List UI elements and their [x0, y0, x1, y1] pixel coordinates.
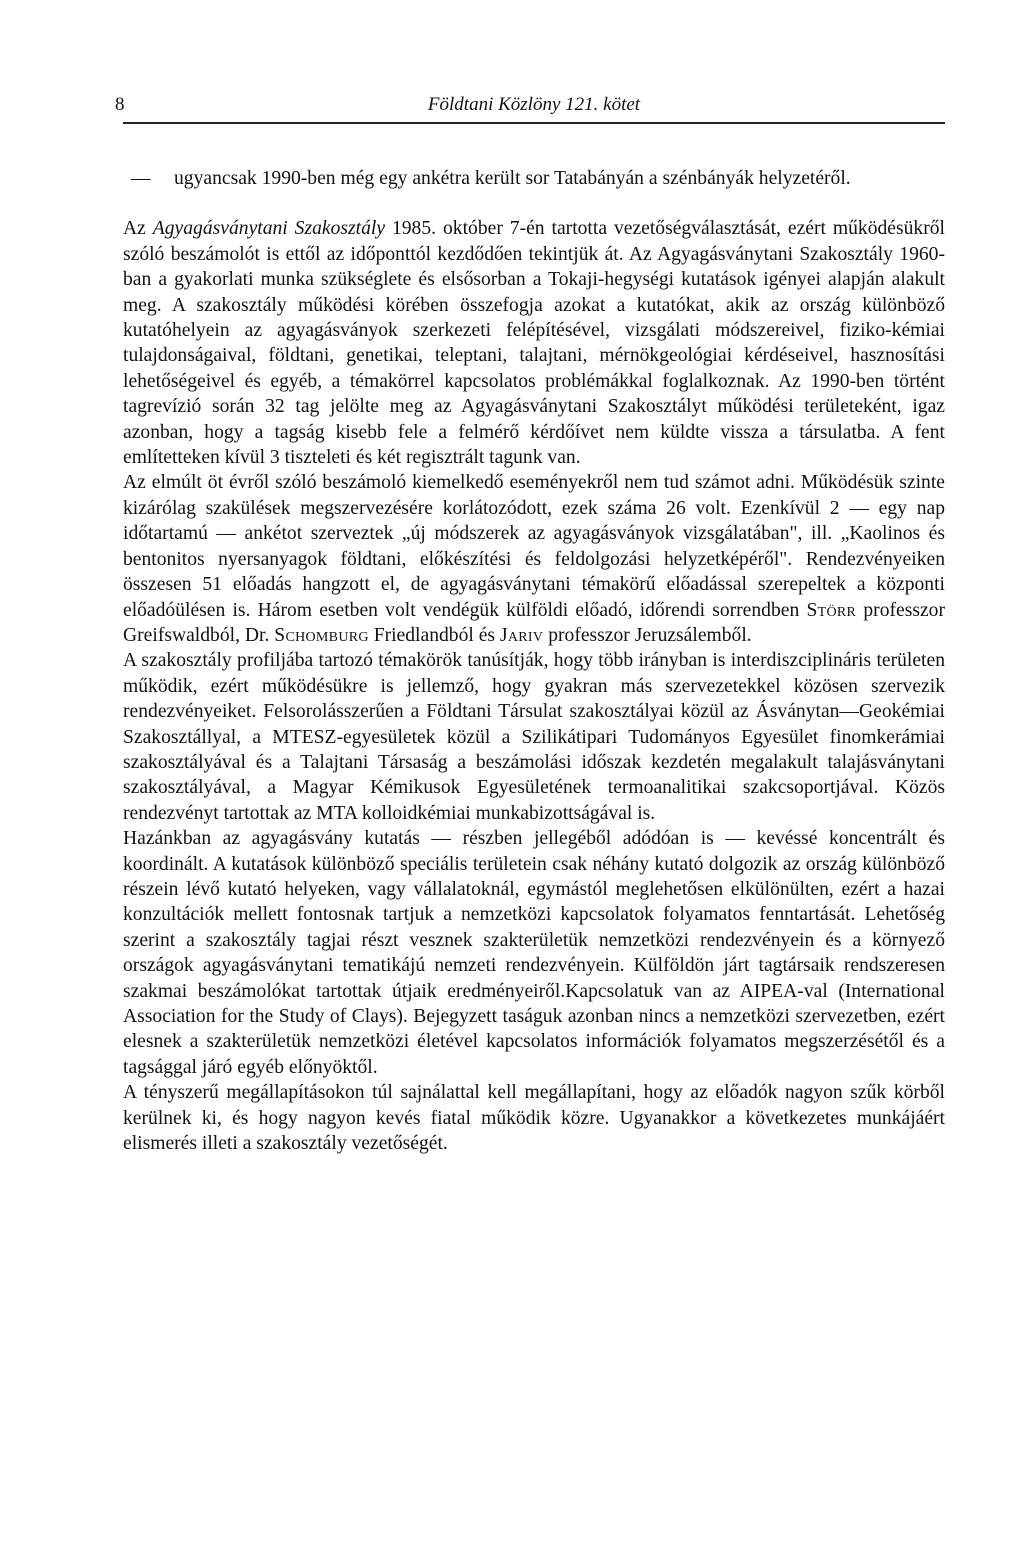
- person-name: Jariv: [499, 624, 544, 646]
- paragraph-1-prefix: Az: [123, 218, 153, 240]
- person-name: Störr: [806, 599, 857, 621]
- running-title: Földtani Közlöny 121. kötet: [427, 94, 641, 115]
- paragraph-2: [123, 470, 945, 648]
- paragraph-2-part-c: Friedlandból és: [368, 624, 500, 646]
- page-header: [115, 86, 945, 124]
- bullet-dash: —: [131, 168, 151, 189]
- paragraph-5: A tényszerű megállapításokon túl sajnálattal kell megállapítani, hogy az előadók nagyon szűk körből kerülnek ki, és hogy nagyon kevés fiatal működik közre. Ugyanakkor a következetes munkájáért elismerés illeti a szakosztály vezetőségét.: [123, 1082, 945, 1155]
- paragraph-2-part-a: Az elmúlt öt évről szóló beszámoló kiemelkedő eseményekről nem tud számot adni. Működésük szinte kizárólag szakülések megszervezésére korlátozódott, ezek száma 26 volt. Ezenkívül 2 — egy nap időtartamú — ankétot szerveztek „új módszerek az agyagásványok vizsgálatában", ill. „Kaolinos és bentonitos nyersanyagok földtani, előkészítési és feldolgozási helyzetképéről". Rendezvényeiken összesen 51 előadás hangzott el, de agyagásványtani témakörű előadással szerepeltek a központi előadóülésen is. Három esetben volt vendégük külföldi előadó, időrendi sorrendben: [123, 472, 945, 621]
- body-text: [123, 166, 945, 1156]
- page-number: 8: [115, 94, 125, 115]
- paragraph-1: [123, 216, 945, 470]
- paragraph-3: A szakosztály profiljába tartozó témakörök tanúsítják, hogy több irányban is interdiszciplináris területen működik, ezért működésükre is jellemző, hogy gyakran más szervezetekkel közösen szervezik rendezvényeiket. Felsorolásszerűen a Földtani Társulat szakosztályai közül az Ásványtan—Geokémiai Szakosztállyal, a MTESZ-egyesületek közül a Szilikátipari Tudományos Egyesület finomkerámiai szakosztályával és a Talajtani Társaság a beszámolási időszak kezdetén megalakult talajásványtani szakosztályával, a Magyar Kémikusok Egyesületének termoanalitikai szakcsoportjával. Közös rendezvényt tartottak az MTA kolloidkémiai munkabizottságával is.: [123, 650, 945, 824]
- bullet-item: [121, 166, 945, 191]
- bullet-text: ugyancsak 1990-ben még egy ankétra került sor Tatabányán a szénbányák helyzetéről.: [174, 168, 851, 189]
- paragraph-2-part-d: professzor Jeruzsálemből.: [543, 624, 752, 646]
- paragraph-1-rest: 1985. október 7-én tartotta vezetőségválasztását, ezért működésükről szóló beszámolót is ettől az időponttól kezdődően tekintjük át. Az Agyagásványtani Szakosztály 1960-ban a gyakorlati munka szükséglete és elsősorban a Tokaji-hegységi kutatások igényei alapján alakult meg. A szakosztály működési körében összefogja azokat a kutatókat, akik az ország különböző kutatóhelyein az agyagásványok szerkezeti felépítésével, vizsgálati módszereivel, fiziko-kémiai tulajdonságaival, földtani, genetikai, teleptani, talajtani, mérnökgeológiai kérdéseivel, hasznosítási lehetőségeivel és egyéb, a témakörrel kapcsolatos problémákkal foglalkoznak. Az 1990-ben történt tagrevízió során 32 tag jelölte meg az Agyagásványtani Szakosztályt működési területeként, igaz azonban, hogy a tagság kisebb fele a felmérő kérdőívet nem küldte vissza a társulatba. A fent említetteken kívül 3 tiszteleti és két regisztrált tagunk van.: [123, 218, 945, 469]
- paragraph-2-part-b: professzor Greifswaldból, Dr.: [123, 599, 945, 646]
- document-page: [115, 86, 945, 1156]
- section-name: Agyagásványtani Szakosztály: [152, 218, 386, 240]
- paragraph-4: Hazánkban az agyagásvány kutatás — részben jellegéből adódóan is — kevéssé koncentrált és koordinált. A kutatások különböző speciális területein csak néhány kutató dolgozik az ország különböző részein lévő kutató helyeken, vagy vállalatoknál, egymástól meglehetősen elkülönülten, ezért a hazai konzultációk mellett fontosnak tartjuk a nemzetközi kapcsolatok folyamatos fenntartását. Lehetőség szerint a szakosztály tagjai részt vesznek szakterületük nemzetközi rendezvényein és a környező országok agyagásványtani tematikájú nemzeti rendezvényein. Külföldön járt tagtársaik rendszeresen szakmai beszámolókat tartottak útjaik eredményeiről.Kapcsolatuk van az AIPEA-val (International Association for the Study of Clays). Bejegyzett taságuk azonban nincs a nemzetközi szervezetben, ezért elesnek a szakterületük nemzetközi életével kapcsolatos információk folyamatos megszerzésétől és a tagsággal járó egyéb előnyöktől.: [123, 828, 945, 1078]
- person-name: Schomburg: [274, 624, 369, 646]
